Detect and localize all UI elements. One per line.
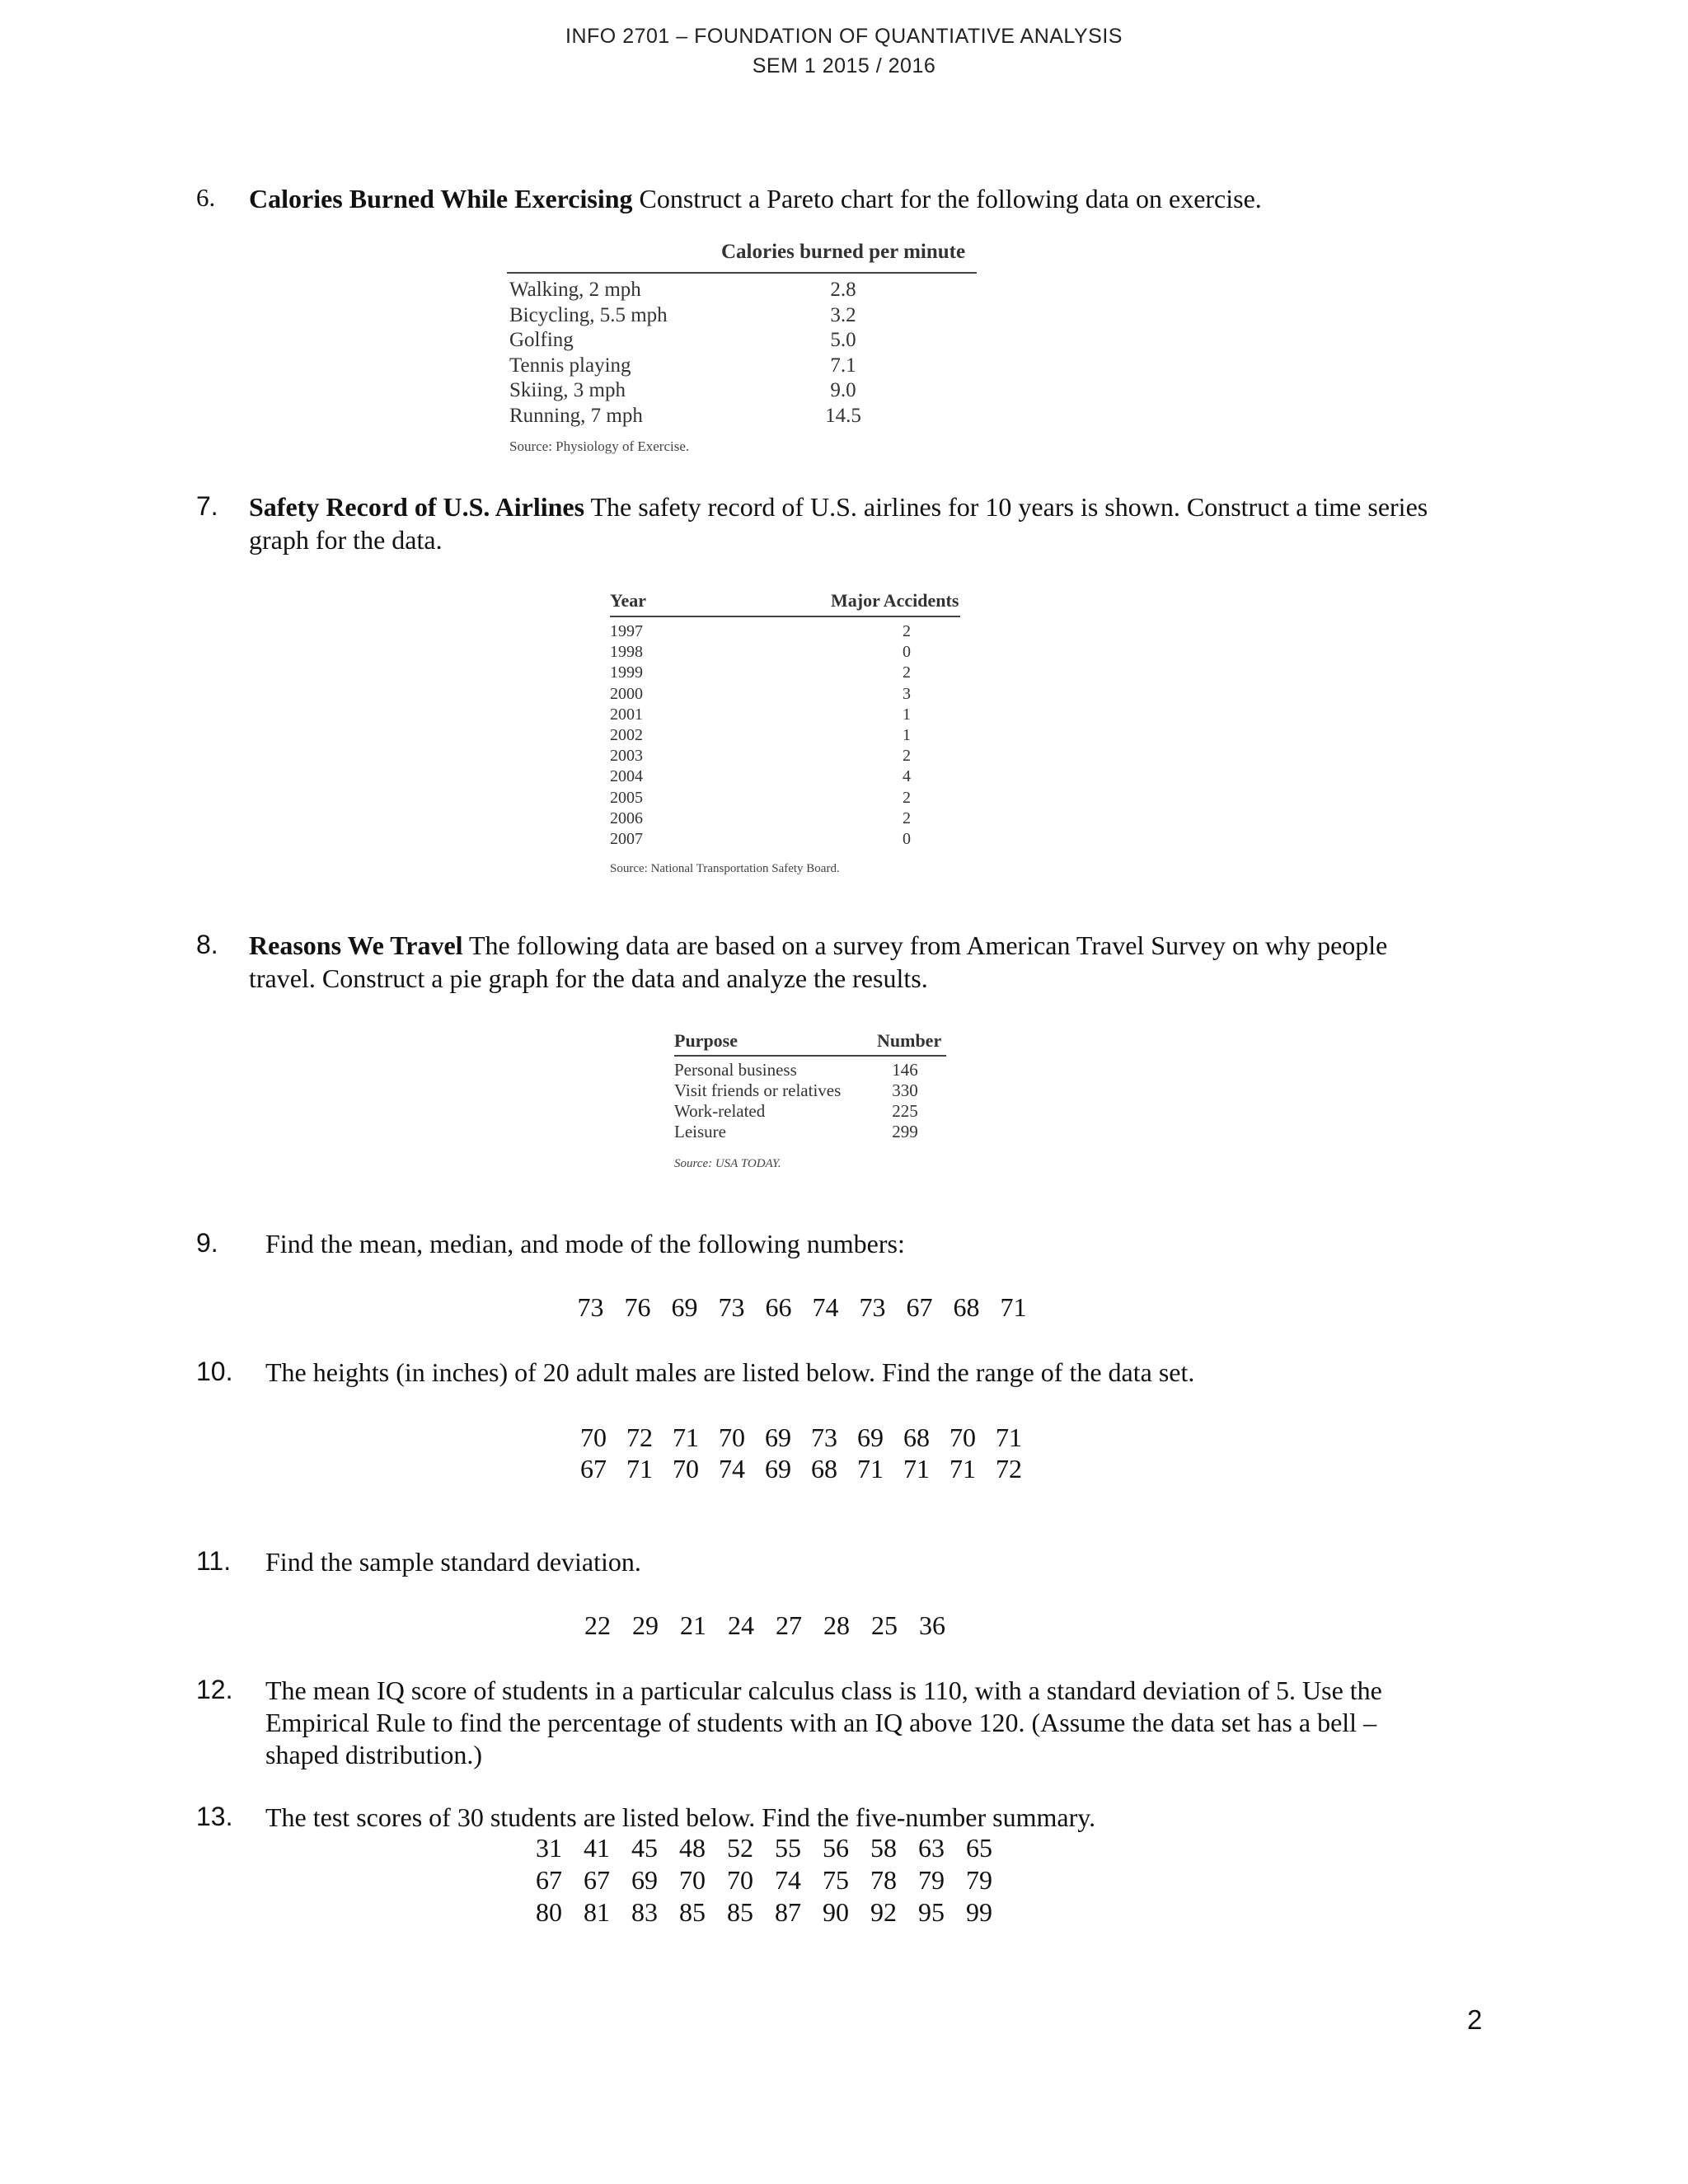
table-cell-activity: Bicycling, 5.5 mph <box>509 303 668 326</box>
score-value: 80 <box>536 1897 562 1927</box>
question-8-title: Reasons We Travel <box>249 930 463 960</box>
table-cell-purpose: Visit friends or relatives <box>674 1080 842 1100</box>
question-7-text-line2: graph for the data. <box>249 525 443 555</box>
height-value: 68 <box>811 1454 837 1483</box>
number-value: 73 <box>577 1292 604 1322</box>
question-13-scores-row2 <box>525 1865 1003 1896</box>
table-cell-accidents: 0 <box>903 830 911 848</box>
score-value: 31 <box>536 1833 562 1863</box>
score-value: 67 <box>536 1865 562 1895</box>
table-cell-accidents: 2 <box>903 788 911 807</box>
travel-table-source: Source: USA TODAY. <box>674 1157 781 1170</box>
table-cell-accidents: 3 <box>903 684 911 703</box>
score-value: 70 <box>727 1865 753 1895</box>
height-value: 69 <box>765 1422 791 1452</box>
question-6-text <box>249 183 1262 215</box>
number-value: 27 <box>776 1610 802 1640</box>
score-value: 81 <box>584 1897 610 1927</box>
height-value: 68 <box>903 1422 930 1452</box>
score-value: 75 <box>823 1865 849 1895</box>
table-cell-year: 1997 <box>610 622 643 640</box>
accidents-header: Major Accidents <box>831 590 959 611</box>
score-value: 65 <box>966 1833 992 1863</box>
year-header: Year <box>610 590 646 611</box>
table-cell-accidents: 2 <box>903 808 911 827</box>
score-value: 95 <box>918 1897 945 1927</box>
table-cell-accidents: 1 <box>903 726 911 744</box>
table-cell-calories: 3.2 <box>830 303 856 326</box>
height-value: 69 <box>857 1422 884 1452</box>
number-value: 67 <box>906 1292 933 1322</box>
number-value: 21 <box>680 1610 706 1640</box>
question-13-text: The test scores of 30 students are listed below. Find the five-number summary. <box>265 1802 1096 1832</box>
question-7-text <box>249 491 1428 523</box>
table-cell-number: 299 <box>892 1122 918 1141</box>
table-rule <box>610 616 960 617</box>
score-value: 45 <box>631 1833 658 1863</box>
number-value: 73 <box>718 1292 745 1322</box>
table-rule <box>674 1055 946 1057</box>
question-10-number: 10. <box>196 1357 233 1386</box>
table-cell-purpose: Work-related <box>674 1101 766 1121</box>
table-cell-year: 2000 <box>610 684 643 703</box>
table-cell-activity: Skiing, 3 mph <box>509 379 626 401</box>
table-cell-year: 1998 <box>610 643 643 662</box>
question-13-scores-row1 <box>525 1833 1003 1863</box>
question-13-scores-row3 <box>525 1897 1003 1928</box>
table-cell-year: 2004 <box>610 767 643 786</box>
table-cell-year: 2007 <box>610 830 643 848</box>
question-11-number: 11. <box>196 1546 232 1576</box>
score-value: 55 <box>775 1833 801 1863</box>
number-value: 28 <box>823 1610 850 1640</box>
question-9-numbers <box>567 1292 1037 1323</box>
height-value: 72 <box>626 1422 653 1452</box>
score-value: 79 <box>918 1865 945 1895</box>
table-cell-calories: 9.0 <box>830 379 856 401</box>
calories-table <box>507 241 977 463</box>
score-value: 87 <box>775 1897 801 1927</box>
question-9-text: Find the mean, median, and mode of the following numbers: <box>265 1229 905 1258</box>
number-value: 71 <box>1000 1292 1027 1322</box>
travel-table <box>674 1030 946 1179</box>
question-13-number: 13. <box>196 1802 233 1831</box>
score-value: 41 <box>584 1833 610 1863</box>
table-cell-activity: Tennis playing <box>509 354 631 377</box>
height-value: 69 <box>765 1454 791 1483</box>
table-cell-accidents: 2 <box>903 747 911 766</box>
calories-table-source: Source: Physiology of Exercise. <box>509 438 690 454</box>
question-10-numbers-row1 <box>570 1422 1032 1453</box>
score-value: 56 <box>823 1833 849 1863</box>
question-8-instruction: The following data are based on a survey from American Travel Survey on why people <box>462 930 1388 960</box>
table-cell-calories: 2.8 <box>830 279 856 301</box>
score-value: 99 <box>966 1897 992 1927</box>
table-cell-calories: 7.1 <box>830 354 856 377</box>
calories-table-header: Calories burned per minute <box>721 241 966 263</box>
question-11-numbers <box>574 1610 956 1641</box>
score-value: 78 <box>870 1865 897 1895</box>
height-value: 70 <box>719 1422 745 1452</box>
table-cell-accidents: 0 <box>903 643 911 662</box>
height-value: 70 <box>950 1422 976 1452</box>
table-cell-number: 225 <box>892 1101 918 1121</box>
number-value: 29 <box>632 1610 659 1640</box>
height-value: 67 <box>580 1454 607 1483</box>
table-cell-year: 2006 <box>610 808 643 827</box>
question-10-numbers-row2 <box>570 1454 1032 1484</box>
score-value: 83 <box>631 1897 658 1927</box>
score-value: 90 <box>823 1897 849 1927</box>
question-12-line2: Empirical Rule to find the percentage of students with an IQ above 120. (Assume the data set has a bell – <box>265 1708 1377 1737</box>
question-8-text-line2: travel. Construct a pie graph for the data and analyze the results. <box>249 963 928 993</box>
height-value: 71 <box>857 1454 884 1483</box>
score-value: 58 <box>870 1833 897 1863</box>
number-value: 22 <box>584 1610 611 1640</box>
height-value: 71 <box>673 1422 699 1452</box>
question-9-number: 9. <box>196 1228 218 1258</box>
question-11-text: Find the sample standard deviation. <box>265 1547 641 1577</box>
table-cell-calories: 14.5 <box>825 404 861 427</box>
table-cell-calories: 5.0 <box>830 329 856 351</box>
table-cell-year: 2003 <box>610 747 643 766</box>
question-6-number: 6. <box>196 183 216 212</box>
score-value: 85 <box>727 1897 753 1927</box>
number-value: 74 <box>812 1292 839 1322</box>
table-cell-accidents: 2 <box>903 663 911 682</box>
height-value: 74 <box>719 1454 745 1483</box>
height-value: 71 <box>950 1454 976 1483</box>
question-10-text: The heights (in inches) of 20 adult males are listed below. Find the range of the data set. <box>265 1357 1195 1387</box>
score-value: 69 <box>631 1865 658 1895</box>
score-value: 74 <box>775 1865 801 1895</box>
question-12-line3: shaped distribution.) <box>265 1740 483 1769</box>
table-cell-accidents: 4 <box>903 767 911 786</box>
score-value: 79 <box>966 1865 992 1895</box>
course-title: INFO 2701 – FOUNDATION OF QUANTIATIVE ANALYSIS <box>565 25 1123 48</box>
question-7-number: 7. <box>196 491 218 521</box>
height-value: 73 <box>811 1422 837 1452</box>
question-6-title: Calories Burned While Exercising <box>249 184 633 213</box>
table-cell-activity: Running, 7 mph <box>509 404 643 427</box>
question-7-instruction: The safety record of U.S. airlines for 10 years is shown. Construct a time series <box>584 492 1428 522</box>
table-cell-year: 2005 <box>610 788 643 807</box>
table-cell-purpose: Leisure <box>674 1122 726 1141</box>
score-value: 63 <box>918 1833 945 1863</box>
number-value: 66 <box>765 1292 792 1322</box>
score-value: 85 <box>679 1897 706 1927</box>
page-number: 2 <box>1467 2004 1483 2035</box>
question-6-instruction: Construct a Pareto chart for the following data on exercise. <box>632 184 1262 213</box>
number-value: 73 <box>859 1292 886 1322</box>
number-value: 68 <box>953 1292 980 1322</box>
number-value: 25 <box>871 1610 898 1640</box>
table-cell-accidents: 2 <box>903 622 911 640</box>
question-8-number: 8. <box>196 930 218 959</box>
table-cell-purpose: Personal business <box>674 1060 797 1080</box>
table-cell-year: 2002 <box>610 726 643 744</box>
score-value: 67 <box>584 1865 610 1895</box>
height-value: 70 <box>580 1422 607 1452</box>
question-8-text <box>249 930 1387 962</box>
number-value: 24 <box>728 1610 754 1640</box>
question-7-title: Safety Record of U.S. Airlines <box>249 492 585 522</box>
score-value: 70 <box>679 1865 706 1895</box>
score-value: 52 <box>727 1833 753 1863</box>
number-value: 36 <box>919 1610 945 1640</box>
number-value: 69 <box>671 1292 698 1322</box>
question-12-line1: The mean IQ score of students in a particular calculus class is 110, with a standard deviation of 5. Use the <box>265 1675 1382 1705</box>
height-value: 71 <box>626 1454 653 1483</box>
number-value: 76 <box>624 1292 651 1322</box>
purpose-header: Purpose <box>674 1030 738 1051</box>
airline-safety-source: Source: National Transportation Safety Board. <box>610 862 840 875</box>
score-value: 48 <box>679 1833 706 1863</box>
number-header: Number <box>877 1030 942 1051</box>
table-cell-year: 2001 <box>610 705 643 724</box>
table-cell-number: 330 <box>892 1080 918 1100</box>
table-cell-number: 146 <box>892 1060 918 1080</box>
score-value: 92 <box>870 1897 897 1927</box>
height-value: 71 <box>903 1454 930 1483</box>
table-rule <box>507 272 977 274</box>
airline-safety-table <box>610 590 960 879</box>
table-cell-activity: Golfing <box>509 329 574 351</box>
height-value: 70 <box>673 1454 699 1483</box>
question-12-number: 12. <box>196 1675 233 1704</box>
table-cell-accidents: 1 <box>903 705 911 724</box>
table-cell-activity: Walking, 2 mph <box>509 279 641 301</box>
table-cell-year: 1999 <box>610 663 643 682</box>
height-value: 71 <box>996 1422 1022 1452</box>
height-value: 72 <box>996 1454 1022 1483</box>
semester: SEM 1 2015 / 2016 <box>752 54 936 77</box>
